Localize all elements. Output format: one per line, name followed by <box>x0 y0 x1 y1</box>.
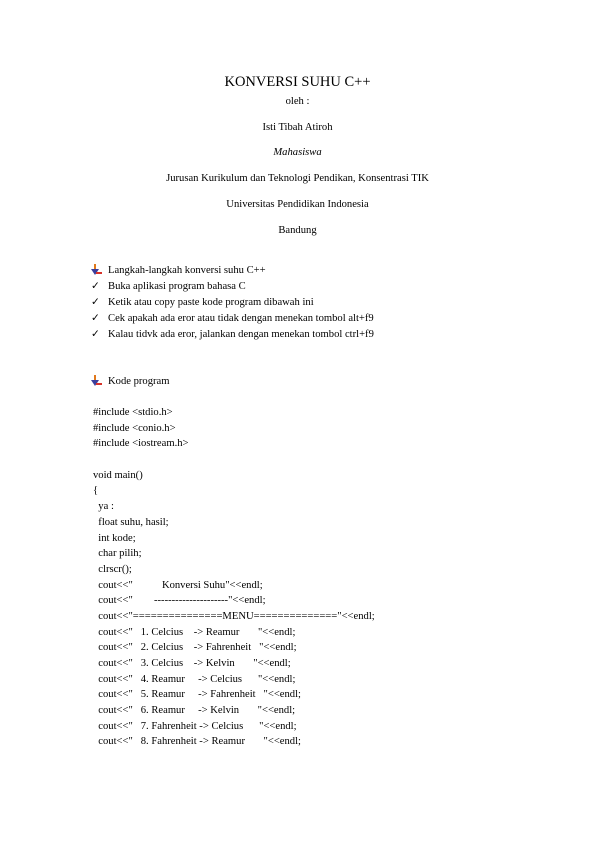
code-line: clrscr(); <box>93 563 132 575</box>
arrow-bullet-icon <box>91 264 103 280</box>
code-line: cout<<" 1. Celcius -> Reamur "<<endl; <box>93 626 296 638</box>
author-role: Mahasiswa <box>273 147 322 158</box>
author-name: Isti Tibah Atiroh <box>262 122 333 133</box>
document-title: KONVERSI SUHU C++ <box>224 74 371 90</box>
code-block <box>93 405 375 750</box>
by-line: oleh : <box>285 96 310 107</box>
university: Universitas Pendidikan Indonesia <box>226 199 369 210</box>
checkmark-icon: ✓ <box>91 329 100 340</box>
code-line: ya : <box>93 501 114 513</box>
step-item-label: Kalau tidvk ada eror, jalankan dengan menekan tombol ctrl+f9 <box>108 329 374 340</box>
code-line: int kode; <box>93 532 136 544</box>
checkmark-icon: ✓ <box>91 281 100 292</box>
code-line: #include <iostream.h> <box>93 438 189 450</box>
code-line: #include <stdio.h> <box>93 407 173 418</box>
code-line: { <box>93 485 99 497</box>
code-heading-label: Kode program <box>108 376 170 387</box>
code-line: cout<<" 4. Reamur -> Celcius "<<endl; <box>93 673 296 685</box>
code-line: cout<<" 3. Celcius -> Kelvin "<<endl; <box>93 658 291 669</box>
code-line <box>93 452 375 468</box>
arrow-bullet-icon <box>91 375 103 391</box>
steps-heading-label: Langkah-langkah konversi suhu C++ <box>108 265 266 276</box>
code-line: cout<<" 8. Fahrenheit -> Reamur "<<endl; <box>93 736 301 748</box>
code-line: #include <conio.h> <box>93 422 176 434</box>
department: Jurusan Kurikulum dan Teknologi Pendikan, Konsentrasi TIK <box>166 173 429 184</box>
code-line: cout<<"===============MENU=============="<<endl; <box>93 610 375 622</box>
city: Bandung <box>278 225 317 236</box>
code-line: cout<<" ---------------------"<<endl; <box>93 595 266 607</box>
step-item-label: Cek apakah ada eror atau tidak dengan menekan tombol alt+f9 <box>108 313 374 324</box>
code-line: void main() <box>93 469 143 481</box>
checkmark-icon: ✓ <box>91 297 100 308</box>
checkmark-icon: ✓ <box>91 313 100 324</box>
code-line: cout<<" 5. Reamur -> Fahrenheit "<<endl; <box>93 689 301 701</box>
code-line: cout<<" 6. Reamur -> Kelvin "<<endl; <box>93 705 296 717</box>
code-line: char pilih; <box>93 548 142 560</box>
step-item-label: Buka aplikasi program bahasa C <box>108 281 246 292</box>
code-line: cout<<" 7. Fahrenheit -> Celcius "<<endl; <box>93 720 297 732</box>
code-line: cout<<" 2. Celcius -> Fahrenheit "<<endl; <box>93 642 297 654</box>
code-line: float suhu, hasil; <box>93 516 169 528</box>
code-line: cout<<" Konversi Suhu"<<endl; <box>93 579 263 591</box>
step-item-label: Ketik atau copy paste kode program dibawah ini <box>108 297 314 308</box>
